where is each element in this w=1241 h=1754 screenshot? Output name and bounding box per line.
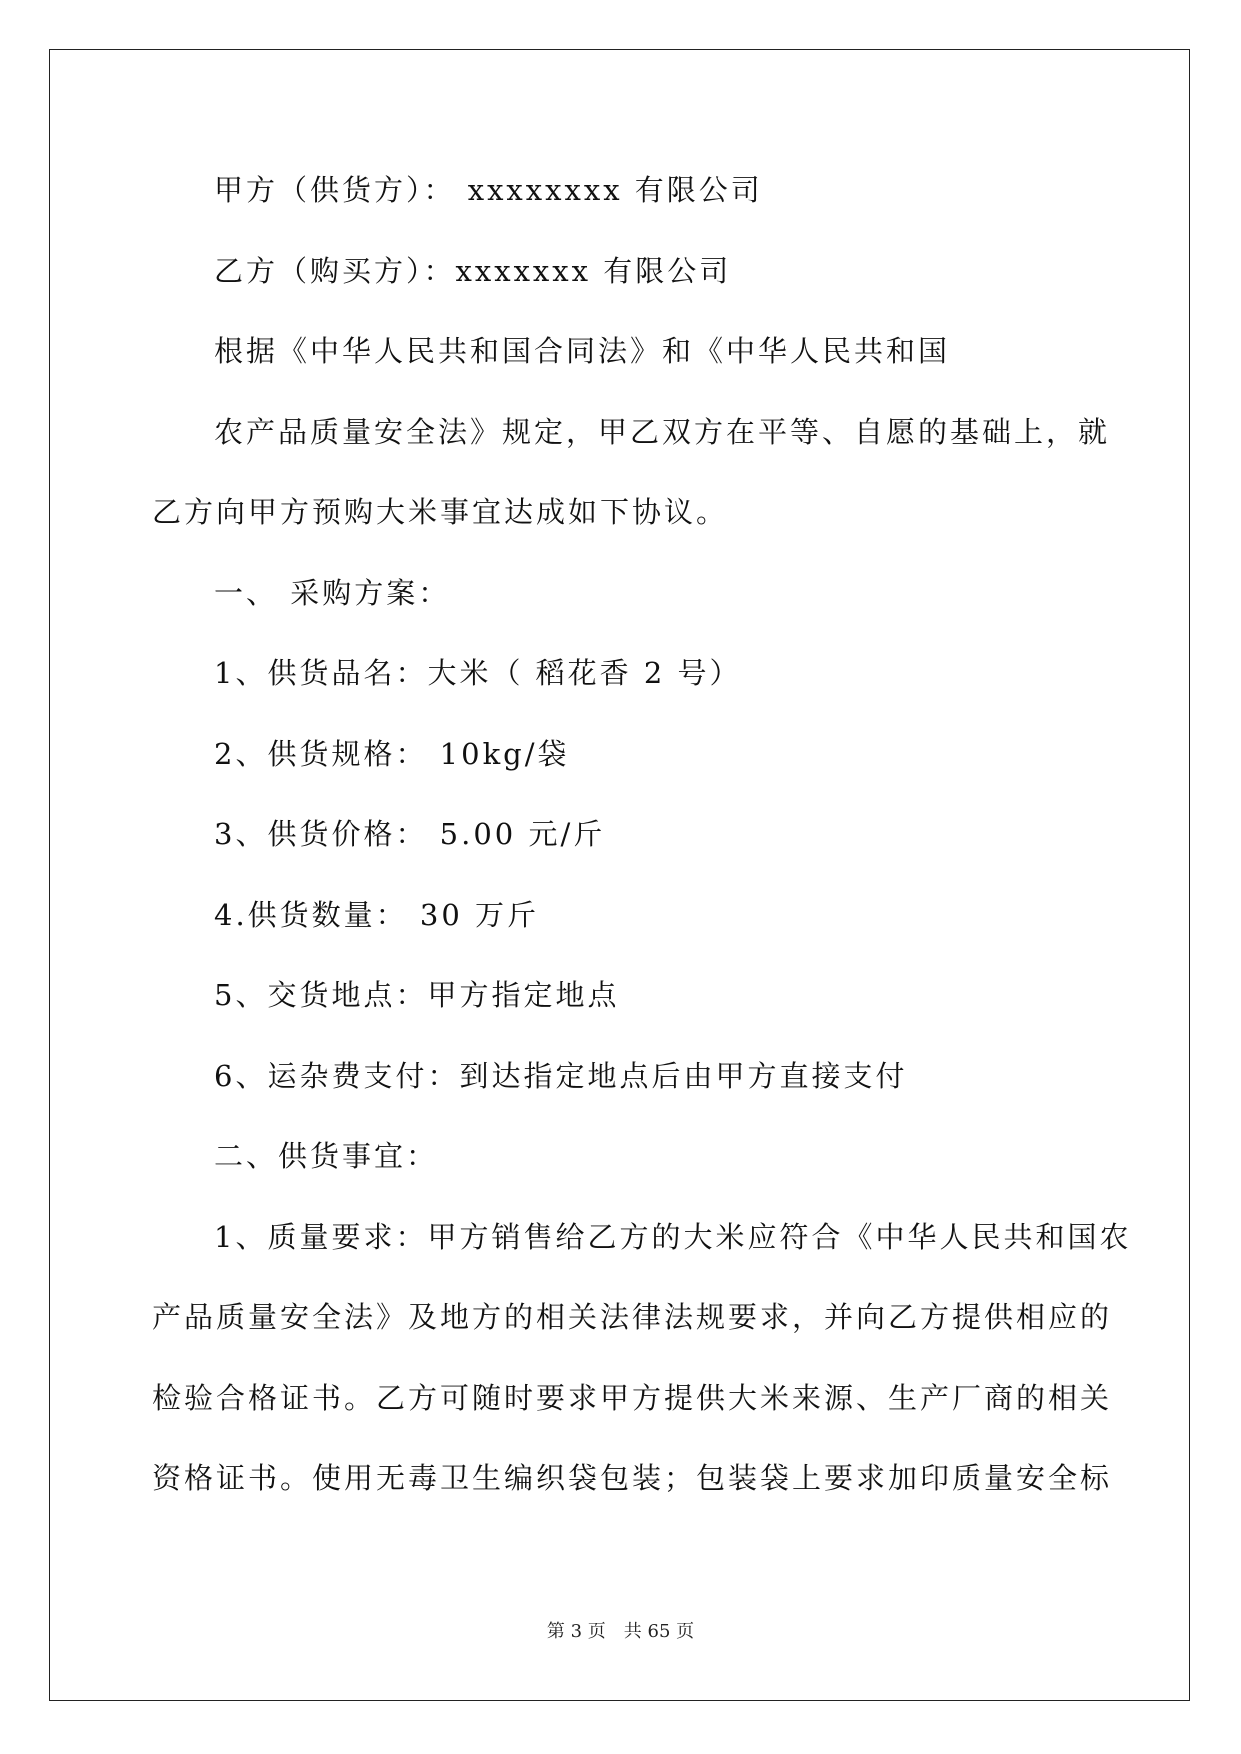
page-border <box>49 49 1190 1701</box>
party-b-line: 乙方（购买方）：xxxxxxx 有限公司 <box>214 254 732 288</box>
item-specification: 2、供货规格： 10kg/袋 <box>214 737 570 771</box>
preamble-line-3: 乙方向甲方预购大米事宜达成如下协议。 <box>152 495 729 529</box>
preamble-line-2: 农产品质量安全法》规定，甲乙双方在平等、自愿的基础上，就 <box>214 415 1111 449</box>
quality-line-3: 检验合格证书。乙方可随时要求甲方提供大米来源、生产厂商的相关 <box>152 1381 1113 1415</box>
item-product-name: 1、供货品名：大米（ 稻花香 2 号） <box>214 656 742 690</box>
quality-line-1: 1、质量要求：甲方销售给乙方的大米应符合《中华人民共和国农 <box>214 1220 1132 1254</box>
party-a-line: 甲方（供货方）： xxxxxxxx 有限公司 <box>214 173 763 207</box>
item-freight-payment: 6、运杂费支付：到达指定地点后由甲方直接支付 <box>214 1059 908 1093</box>
quality-line-4: 资格证书。使用无毒卫生编织袋包装；包装袋上要求加印质量安全标 <box>152 1461 1113 1495</box>
quality-line-2: 产品质量安全法》及地方的相关法律法规要求，并向乙方提供相应的 <box>152 1300 1113 1334</box>
item-delivery-place: 5、交货地点：甲方指定地点 <box>214 978 620 1012</box>
preamble-line-1: 根据《中华人民共和国合同法》和《中华人民共和国 <box>214 334 951 368</box>
section-2-heading: 二、供货事宜： <box>214 1139 439 1173</box>
item-price: 3、供货价格： 5.00 元/斤 <box>214 817 606 851</box>
item-quantity: 4.供货数量： 30 万斤 <box>214 898 540 932</box>
page-number-footer: 第 3 页 共 65 页 <box>546 1621 695 1642</box>
section-1-heading: 一、 采购方案： <box>214 576 451 610</box>
